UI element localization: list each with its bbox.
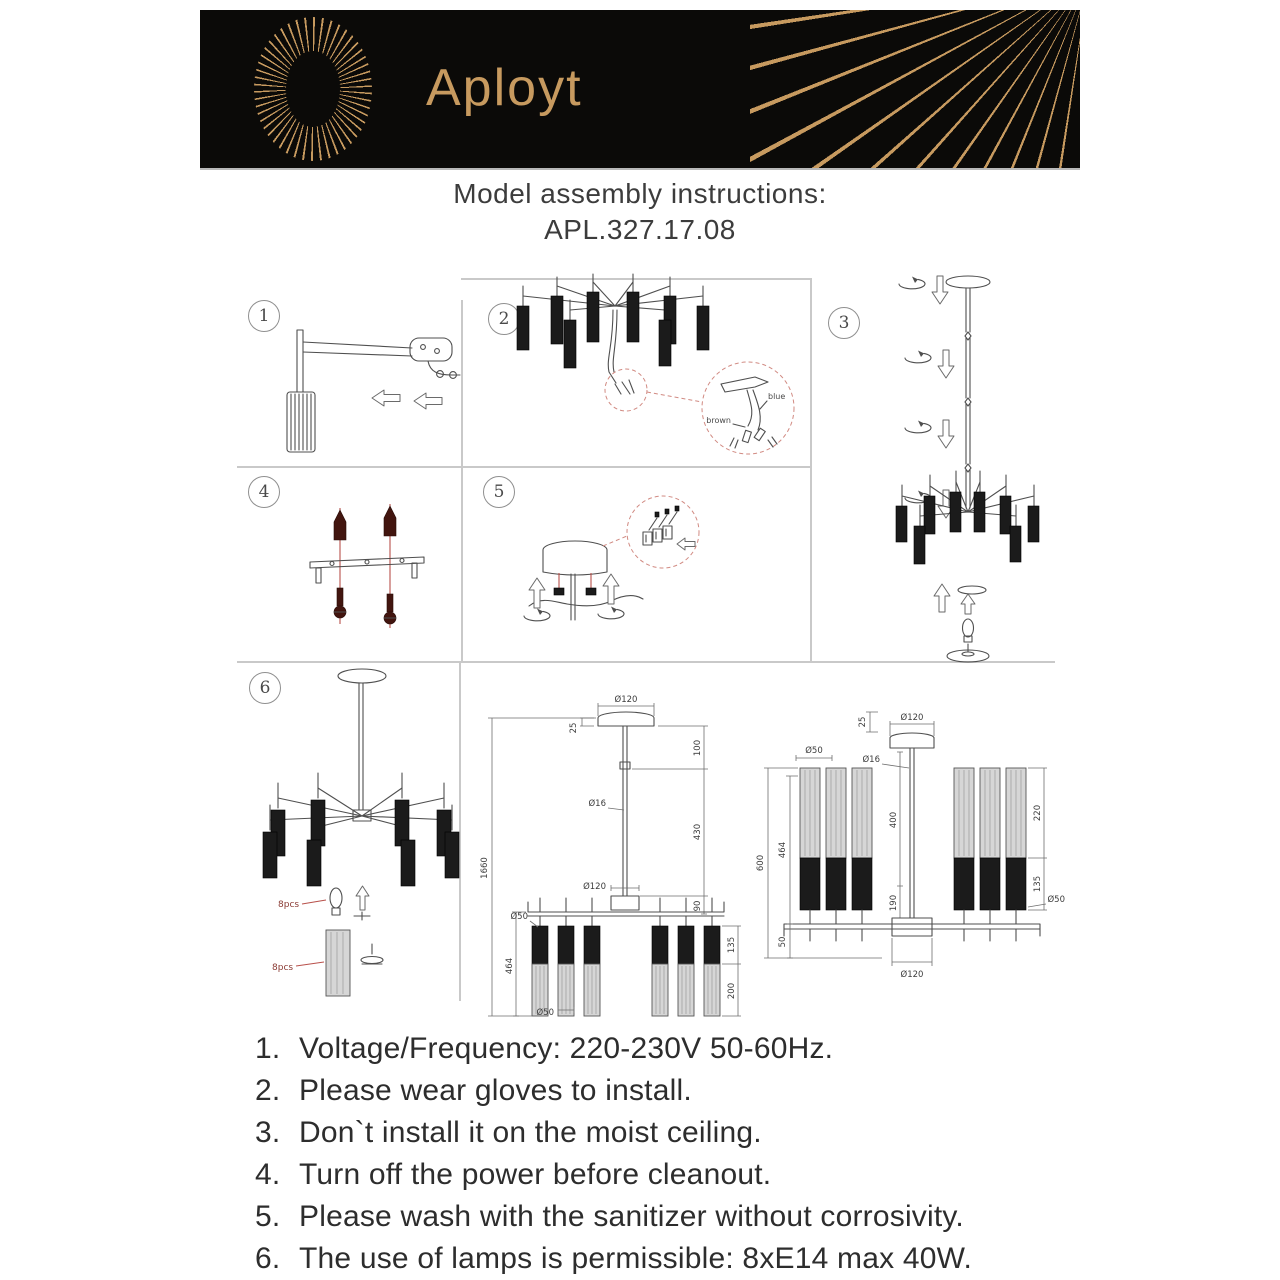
list-item	[255, 1112, 1065, 1154]
dim-rod-d: Ø16	[588, 799, 606, 809]
dim-rod-len: 430	[693, 823, 703, 841]
wiring-detail	[706, 377, 785, 448]
screw	[334, 588, 346, 618]
step5-diagram	[515, 488, 725, 648]
rotate-arrow-icon	[905, 421, 931, 433]
uplight-shades	[800, 768, 1026, 910]
step1-diagram	[240, 322, 460, 462]
rotate-arrow-icon	[905, 351, 931, 363]
dim-hub-d: Ø120	[583, 882, 606, 892]
dim-rod-d: Ø16	[862, 755, 880, 765]
step6-diagram	[250, 662, 465, 997]
ceiling-line	[529, 595, 643, 606]
fixing-nut	[586, 588, 596, 595]
up-arrow-icon	[356, 886, 369, 910]
sunburst-logo-icon	[254, 17, 372, 161]
dim-canopy-d: Ø120	[900, 713, 924, 723]
item-number: 3.	[255, 1116, 281, 1149]
fixing-nut	[554, 588, 564, 595]
wire-brown-label: brown	[706, 416, 731, 425]
canopy	[543, 541, 607, 575]
screw	[384, 594, 396, 624]
wall-anchor	[334, 510, 346, 540]
instruction-list	[255, 1028, 1065, 1280]
shade-part	[326, 930, 350, 996]
step-1-number: 1	[258, 306, 270, 326]
dim-body-h: 464	[505, 957, 515, 975]
threaded-tube	[571, 574, 575, 620]
lock-ring	[361, 944, 383, 964]
chandelier-shades	[263, 800, 459, 886]
item-number: 1.	[255, 1032, 281, 1065]
decorative-rays-icon	[750, 10, 1080, 168]
item-text: The use of lamps is permissible: 8xE14 max 40W.	[299, 1242, 973, 1275]
list-item	[255, 1070, 1065, 1112]
dimension-front-view	[468, 688, 758, 1018]
list-item	[255, 1238, 1065, 1280]
item-text: Don`t install it on the moist ceiling.	[299, 1116, 762, 1149]
dim-shade-metal-h: 135	[727, 936, 737, 954]
dim-glass-h: 220	[1033, 804, 1043, 822]
item-number: 6.	[255, 1242, 281, 1275]
dim-total-h: 600	[756, 854, 766, 872]
step-5-badge	[483, 476, 515, 508]
rotate-arrow-icon	[899, 277, 925, 289]
dim-shade-d: Ø50	[510, 912, 528, 922]
item-text: Please wash with the sanitizer without corrosivity.	[299, 1200, 964, 1233]
dimension-top-view	[752, 696, 1067, 996]
step-5-number: 5	[493, 482, 505, 502]
down-arrow-icon	[938, 420, 954, 448]
step-6-number: 6	[259, 678, 271, 698]
up-arrow-icon	[934, 584, 950, 612]
list-item	[255, 1196, 1065, 1238]
step-3-number: 3	[838, 313, 850, 333]
bulb-icon	[330, 888, 342, 915]
up-arrow-icon	[529, 578, 545, 608]
step4-diagram	[292, 502, 442, 637]
step3-diagram	[872, 268, 1068, 666]
dim-canopy-d: Ø120	[614, 695, 638, 705]
model-number: APL.327.17.08	[544, 214, 736, 245]
list-item	[255, 1154, 1065, 1196]
shade-qty-label: 8pcs	[272, 963, 294, 973]
left-arrow-icon	[677, 538, 695, 550]
left-arrow-icon	[372, 390, 400, 406]
terminal-block	[643, 506, 695, 550]
front-shades	[532, 926, 720, 1016]
mounting-bracket	[310, 557, 424, 583]
dim-shade-d-right: Ø50	[1047, 895, 1065, 905]
down-arrow-icon	[938, 350, 954, 378]
item-text: Voltage/Frequency: 220-230V 50-60Hz.	[299, 1032, 834, 1065]
step2-diagram	[465, 280, 820, 470]
brand-banner	[200, 10, 1080, 170]
brand-name: Aployt	[426, 59, 583, 117]
down-arrow-icon	[932, 276, 948, 304]
list-item	[255, 1028, 1065, 1070]
wiring-detail-circle	[702, 362, 794, 454]
dim-total-h: 1660	[480, 857, 490, 879]
step-3-badge	[828, 307, 860, 339]
dim-hub-len: 90	[693, 900, 703, 912]
dim-rod-len: 400	[889, 811, 899, 829]
ceiling-dish	[947, 644, 989, 662]
item-number: 5.	[255, 1200, 281, 1233]
page-title: Model assembly instructions:	[453, 178, 827, 209]
dim-hub-offset: 50	[778, 936, 788, 948]
zoom-leader-line	[647, 392, 702, 402]
dim-stem-len: 190	[889, 894, 899, 912]
up-arrow-icon	[603, 574, 619, 604]
dim-canopy-h: 25	[858, 716, 868, 728]
bulb-qty-label: 8pcs	[278, 900, 300, 910]
wire-blue-label: blue	[768, 392, 786, 401]
wall-anchor	[384, 506, 396, 536]
item-number: 2.	[255, 1074, 281, 1107]
rotate-arrow-icon	[598, 607, 624, 619]
step-4-number: 4	[258, 482, 270, 502]
item-text: Please wear gloves to install.	[299, 1074, 692, 1107]
dim-hub-d: Ø120	[900, 970, 924, 980]
chandelier-arms	[270, 773, 452, 838]
left-arrow-icon	[414, 393, 442, 409]
dim-shade-d: Ø50	[805, 746, 823, 756]
step-2-number: 2	[498, 309, 510, 329]
dim-canopy-h: 25	[569, 722, 579, 734]
dim-shade-glass-h: 200	[727, 982, 737, 1000]
chandelier-body	[896, 471, 1039, 564]
dim-body-h: 464	[778, 841, 788, 859]
zoom-leader-line	[603, 536, 627, 546]
item-number: 4.	[255, 1158, 281, 1191]
step-4-badge	[248, 476, 280, 508]
dim-upper-len: 100	[693, 739, 703, 757]
dim-metal-h: 135	[1033, 875, 1043, 893]
item-text: Turn off the power before cleanout.	[299, 1158, 772, 1191]
bulb-icon	[961, 594, 975, 642]
divider	[461, 300, 463, 662]
dim-shade-bottom-d: Ø50	[536, 1008, 554, 1018]
rotate-arrow-icon	[524, 609, 550, 621]
